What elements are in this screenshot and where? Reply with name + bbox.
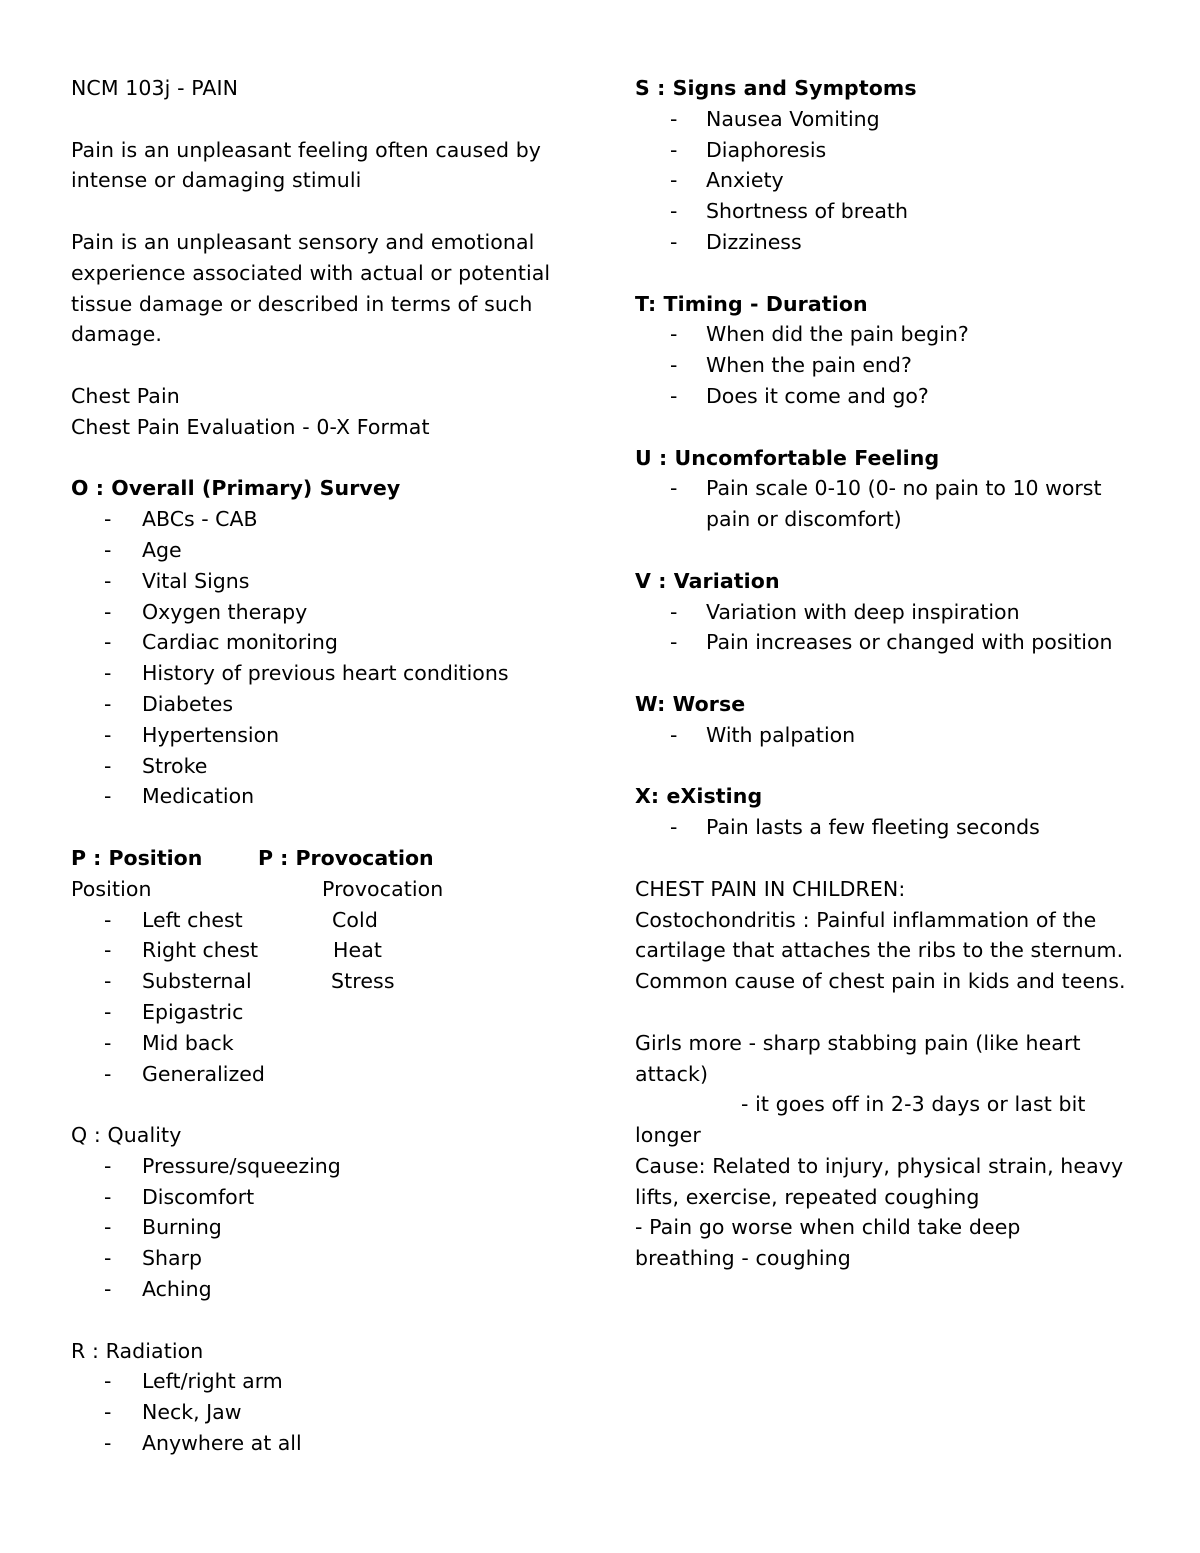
- list-item: - Dizziness: [670, 229, 802, 254]
- v-heading: V : Variation: [635, 568, 780, 593]
- list-item: - Anxiety: [670, 168, 784, 193]
- list-item: - Burning: [104, 1215, 222, 1240]
- x-heading: X: eXisting: [635, 784, 763, 809]
- list-item: - Generalized: [104, 1061, 265, 1086]
- list-item: - Vital Signs: [104, 568, 250, 593]
- list-item: - Diaphoresis: [670, 137, 827, 162]
- list-item: - Aching: [104, 1277, 212, 1302]
- p-headings: [71, 843, 591, 874]
- list-item: - Substernal: [104, 969, 252, 994]
- list-item: - Shortness of breath: [670, 199, 908, 224]
- list-item: - With palpation: [670, 722, 856, 747]
- pain-definition-2: Pain is an unpleasant sensory and emotional experience associated with actual or potential tissue damage or described in terms of such damage.: [71, 229, 551, 347]
- provocation-item: Stress: [331, 969, 395, 994]
- u-heading: U : Uncomfortable Feeling: [635, 445, 940, 470]
- r-heading: R : Radiation: [71, 1338, 204, 1363]
- list-item: - Neck, Jaw: [104, 1400, 242, 1425]
- t-list: [635, 319, 1175, 411]
- costochondritis-text: Painful inflammation of the cartilage that attaches the ribs to the sternum. Common cause of chest pain in kids and teens.: [635, 907, 1126, 994]
- list-item: - Variation with deep inspiration: [670, 599, 1020, 624]
- list-item: - Pain scale 0-10 (0- no pain to 10 worst pain or discomfort): [670, 476, 1102, 532]
- longer-line: longer: [635, 1123, 701, 1148]
- list-item: - Cardiac monitoring: [104, 630, 338, 655]
- list-item: - Stroke: [104, 753, 208, 778]
- p-provocation-heading: P : Provocation: [258, 845, 434, 870]
- list-item: - Right chest: [104, 938, 259, 963]
- document-title: NCM 103j - PAIN: [71, 76, 239, 100]
- left-column: [71, 73, 591, 1459]
- provocation-label: Provocation: [322, 876, 444, 901]
- s-heading: S : Signs and Symptoms: [635, 76, 917, 100]
- girls-line: Girls more - sharp stabbing pain (like heart attack): [635, 1030, 1081, 1086]
- w-list: [635, 720, 1175, 751]
- v-list: [635, 597, 1175, 659]
- cause-line: Cause: Related to injury, physical strain, heavy lifts, exercise, repeated coughing: [635, 1153, 1124, 1209]
- worse-line: - Pain go worse when child take deep breathing - coughing: [635, 1215, 1021, 1271]
- goes-off-line: - it goes off in 2-3 days or last bit: [741, 1092, 1086, 1117]
- q-list: [71, 1151, 591, 1305]
- r-list: [71, 1366, 591, 1458]
- costochondritis-paragraph: [635, 905, 1165, 997]
- list-item: - Left/right arm: [104, 1369, 283, 1394]
- x-list: [635, 812, 1175, 843]
- right-column: [635, 73, 1175, 1274]
- list-item: - When the pain end?: [670, 353, 912, 378]
- t-heading: T: Timing - Duration: [635, 291, 868, 316]
- provocation-item: Heat: [333, 938, 383, 963]
- list-item: - Pain lasts a few fleeting seconds: [670, 815, 1040, 840]
- list-item: - ABCs - CAB: [104, 507, 258, 532]
- provocation-column: [322, 874, 443, 997]
- list-item: - Epigastric: [104, 999, 244, 1024]
- list-item: - Hypertension: [104, 722, 280, 747]
- p-position-heading: P : Position: [71, 845, 203, 870]
- list-item: - Medication: [104, 784, 255, 809]
- list-item: - History of previous heart conditions: [104, 661, 509, 686]
- list-item: - Pressure/squeezing: [104, 1153, 341, 1178]
- pain-definition-1: Pain is an unpleasant feeling often caused by intense or damaging stimuli: [71, 137, 542, 193]
- o-heading: O : Overall (Primary) Survey: [71, 476, 401, 501]
- position-provocation-block: [71, 874, 591, 1090]
- list-item: - Left chest: [104, 907, 243, 932]
- position-label: Position: [71, 876, 152, 901]
- chest-pain-label: Chest Pain: [71, 383, 180, 408]
- q-heading: Q : Quality: [71, 1123, 182, 1148]
- evaluation-label: Chest Pain Evaluation - 0-X Format: [71, 414, 430, 439]
- w-heading: W: Worse: [635, 691, 746, 716]
- list-item: - Nausea Vomiting: [670, 106, 880, 131]
- list-item: - Discomfort: [104, 1184, 255, 1209]
- list-item: - Mid back: [104, 1030, 234, 1055]
- s-list: [635, 104, 1175, 258]
- o-list: [71, 504, 591, 812]
- list-item: - Pain increases or changed with position: [670, 630, 1113, 655]
- list-item: - Oxygen therapy: [104, 599, 308, 624]
- u-list: [635, 473, 1175, 535]
- list-item: - Diabetes: [104, 691, 233, 716]
- list-item: - Age: [104, 537, 182, 562]
- list-item: - Anywhere at all: [104, 1431, 302, 1456]
- list-item: - When did the pain begin?: [670, 322, 969, 347]
- list-item: - Sharp: [104, 1246, 203, 1271]
- costochondritis-term: Costochondritis :: [635, 907, 810, 932]
- children-heading: CHEST PAIN IN CHILDREN:: [635, 876, 906, 901]
- provocation-item: Cold: [332, 907, 378, 932]
- list-item: - Does it come and go?: [670, 383, 929, 408]
